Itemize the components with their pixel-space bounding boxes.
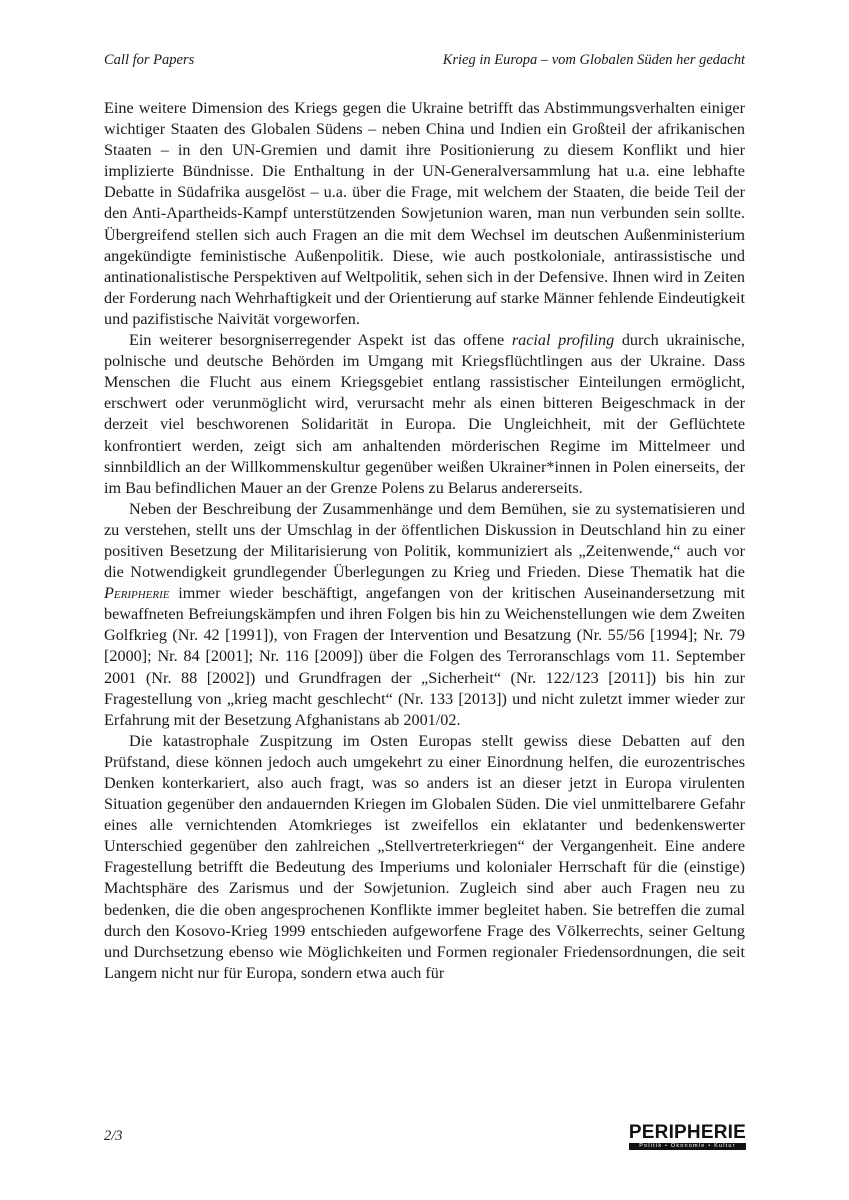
running-header [104, 52, 745, 69]
peripherie-logo [629, 1124, 746, 1150]
paragraph-4: Die katastrophale Zuspitzung im Osten Europas stellt gewiss diese Debatten auf den Prüfstand, diese können jedoch auch umgekehrt zu einer Einordnung helfen, die eurozentrisches Denken konterkariert, also auch fragt, was so anders ist an dieser jetzt in Europa virulenten Situation gegenüber den andauernden Kriegen im Globalen Süden. Die viel unmittelbarere Gefahr eines alle vernichtenden Atomkrieges ist zweifellos ein eklatanter und bedenkenswerter Unterschied gegenüber den zahlreichen „Stellvertreterkriegen“ der Vergangenheit. Eine andere Fragestellung betrifft die Bedeutung des Imperiums und kolonialer Herrschaft für die (einstige) Machtsphäre des Zarismus und der Sowjetunion. Zugleich sind aber auch Fragen neu zu bedenken, die die oben angesprochenen Konflikte immer begleitet haben. Sie betreffen die zumal durch den Kosovo-Krieg 1999 entschieden aufgeworfene Frage des Völkerrechts, seiner Geltung und Durchsetzung ebenso wie Möglichkeiten und Formen regionaler Friedensordnungen, die seit Langem nicht nur für Europa, sondern etwa auch für [104, 731, 745, 982]
paragraph-3 [104, 499, 745, 731]
paragraph-2 [104, 330, 745, 499]
header-left: Call for Papers [104, 52, 195, 68]
paragraph-1: Eine weitere Dimension des Kriegs gegen die Ukraine betrifft das Abstimmungsverhalten einiger wichtiger Staaten des Globalen Südens – neben China und Indien ein Großteil der afrikanischen Staaten – in den UN-Gremien und damit ihre Positionierung zu diesem Konflikt und hier implizierte Bündnisse. Die Enthaltung in der UN-Generalversammlung hat u.a. eine lebhafte Debatte in Südafrika ausgelöst – u.a. über die Frage, mit welchem der Staaten, die beide Teil der den Anti-Apartheids-Kampf unterstützenden Sowjetunion waren, man nun verbunden sein sollte. Übergreifend stellen sich auch Fragen an die mit dem Wechsel im deutschen Außenministerium angekündigte feministische Außenpolitik. Diese, wie auch postkoloniale, antirassistische und antinationalistische Perspektiven auf Weltpolitik, sehen sich in der Defensive. Ihnen wird in Zeiten der Forderung nach Wehrhaftigkeit und der Orientierung auf starke Männer fehlende Eindeutigkeit und pazifistische Naivität vorgeworfen. [104, 99, 745, 328]
body-text [104, 98, 745, 984]
paragraph-3-b: immer wieder beschäftigt, angefangen von der kritischen Auseinandersetzung mit bewaffneten Befreiungskämpfen und ihren Folgen bis hin zu Weichenstellungen wie dem Zweiten Golfkrieg (Nr. 42 [1991]), von Fragen der Intervention und Besatzung (Nr. 55/56 [1994]; Nr. 79 [2000]; Nr. 84 [2001]; Nr. 116 [2009]) über die Folgen des Terroranschlags vom 11. September 2001 (Nr. 88 [2002]) und Grundfragen der „Sicherheit“ (Nr. 122/123 [2011]) bis hin zur Fragestellung von „krieg macht geschlecht“ (Nr. 133 [2013]) und nicht zuletzt immer wieder zur Erfahrung mit der Besetzung Afghanistans ab 2001/02. [104, 584, 745, 729]
logo-wordmark: PERIPHERIE [628, 1122, 746, 1143]
page-number: 2/3 [104, 1128, 123, 1144]
paragraph-2-b: durch ukrainische, polnische und deutsche Behörden im Umgang mit Kriegsflüchtlingen aus der Ukraine. Dass Menschen die Flucht aus einem Kriegsgebiet entlang rassistischer Einteilungen ermöglicht, erschwert oder verunmöglicht wird, verursacht mehr als einen bitteren Beigeschmack in der derzeit viel beschworenen Solidarität in Europa. Die Ungleichheit, mit der Geflüchtete konfrontiert werden, zeigt sich am anhaltenden mörderischen Regime im Mittelmeer und sinnbildlich an der Willkommenskultur gegenüber weißen Ukrainer*innen in Polen einerseits, der im Bau befindlichen Mauer an der Grenze Polens zu Belarus andererseits. [104, 331, 745, 497]
logo-tagline: Politik • Ökonomie • Kultur [629, 1143, 746, 1150]
paragraph-3-a: Neben der Beschreibung der Zusammenhänge und dem Bemühen, sie zu systematisieren und zu verstehen, stellt uns der Umschlag in der öffentlichen Diskussion in Deutschland hin zu einer positiven Besetzung der Militarisierung von Politik, kommuniziert als „Zeitenwende,“ auch vor die Notwendigkeit grundlegender Überlegungen zu Krieg und Frieden. Diese Thematik hat die [104, 499, 745, 582]
paragraph-2-emphasis: racial profiling [511, 331, 615, 350]
paragraph-3-journal-name: Peripherie [104, 584, 170, 603]
paragraph-2-a: Ein weiterer besorgniserregender Aspekt ist das offene [129, 331, 512, 350]
header-right: Krieg in Europa – vom Globalen Süden her gedacht [442, 52, 745, 68]
